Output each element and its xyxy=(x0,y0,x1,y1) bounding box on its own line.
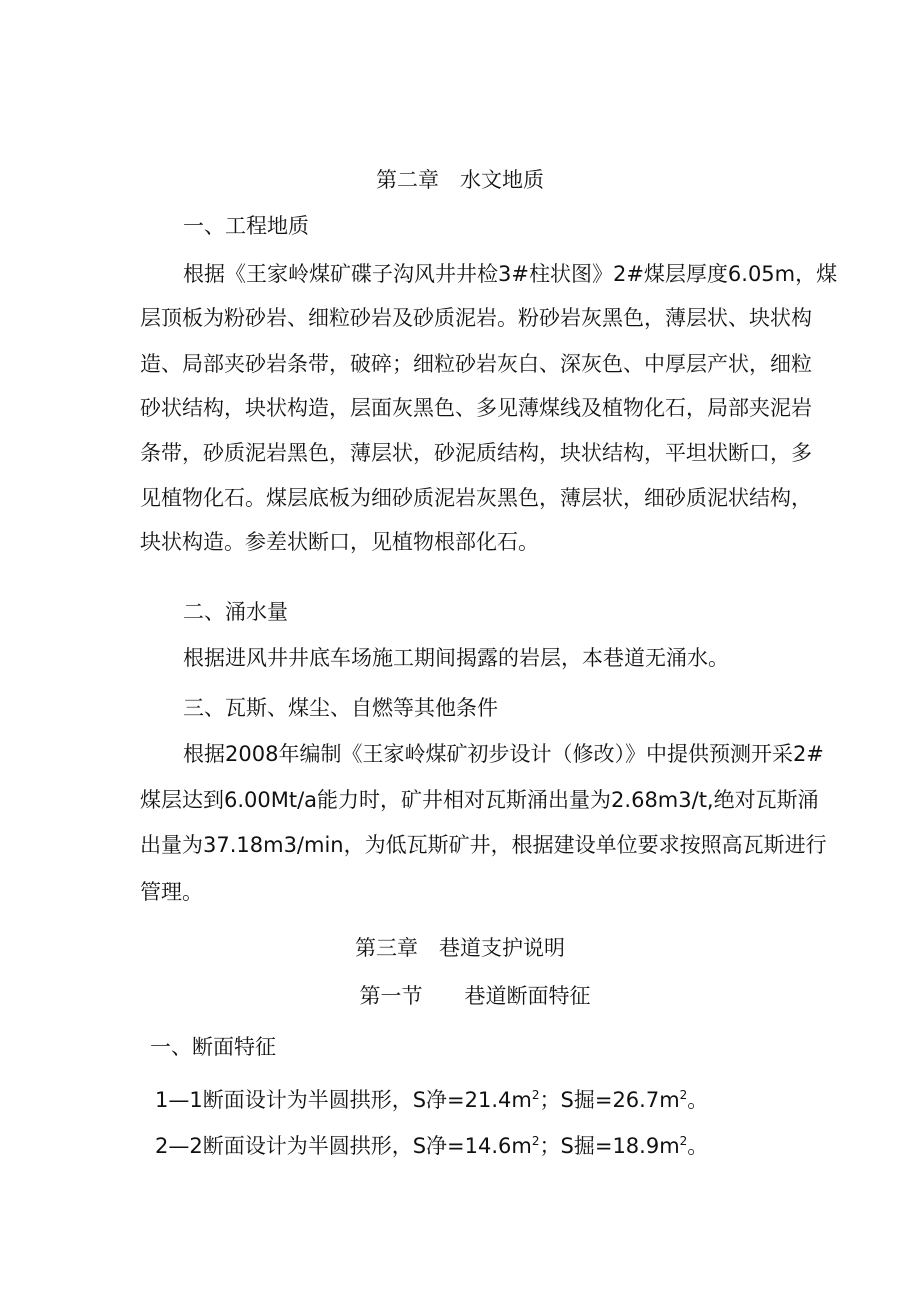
section-1-1-spec xyxy=(155,1080,708,1110)
spec-text: 2—2断面设计为半圆拱形，S净=14.6m xyxy=(155,1134,532,1158)
heading-water-inflow: 二、涌水量 xyxy=(183,600,288,624)
section-1-title: 第一节 巷道断面特征 xyxy=(359,984,591,1008)
text-line: 见植物化石。煤层底板为细砂质泥岩灰黑色，薄层状，细砂质泥状结构， xyxy=(140,486,812,510)
text-line: 出量为37.18m3/min，为低瓦斯矿井，根据建设单位要求按照高瓦斯进行 xyxy=(140,833,827,857)
paragraph-water-inflow: 根据进风井井底车场施工期间揭露的岩层，本巷道无涌水。 xyxy=(183,646,729,670)
chapter-3-title: 第三章 巷道支护说明 xyxy=(355,936,565,960)
text-line: 层顶板为粉砂岩、细粒砂岩及砂质泥岩。粉砂岩灰黑色，薄层状、块状构 xyxy=(140,306,812,330)
heading-engineering-geology: 一、工程地质 xyxy=(183,214,309,238)
superscript: 2 xyxy=(679,1088,688,1102)
text-line: 条带，砂质泥岩黑色，薄层状，砂泥质结构，块状结构，平坦状断口，多 xyxy=(140,441,812,465)
spec-text: 1—1断面设计为半圆拱形，S净=21.4m xyxy=(155,1088,532,1112)
spec-text: 。 xyxy=(687,1088,709,1112)
text-line: 造、局部夹砂岩条带，破碎；细粒砂岩灰白、深灰色、中厚层产状，细粒 xyxy=(140,352,812,376)
chapter-2-title: 第二章 水文地质 xyxy=(376,168,544,192)
spec-text: ；S掘=26.7m xyxy=(539,1088,680,1112)
spec-text: 。 xyxy=(687,1134,709,1158)
text-line: 根据2008年编制《王家岭煤矿初步设计（修改）》中提供预测开采2# xyxy=(183,742,824,766)
heading-gas-conditions: 三、瓦斯、煤尘、自燃等其他条件 xyxy=(183,696,498,720)
superscript: 2 xyxy=(531,1134,540,1148)
text-line: 根据《王家岭煤矿碟子沟风井井检3#柱状图》2#煤层厚度6.05m，煤 xyxy=(183,262,838,286)
text-line: 砂状结构，块状构造，层面灰黑色、多见薄煤线及植物化石，局部夹泥岩 xyxy=(140,396,812,420)
superscript: 2 xyxy=(679,1134,688,1148)
section-2-2-spec xyxy=(155,1126,708,1156)
text-line: 管理。 xyxy=(140,880,203,904)
superscript: 2 xyxy=(531,1088,540,1102)
heading-section-features: 一、断面特征 xyxy=(150,1035,276,1059)
text-line: 块状构造。参差状断口，见植物根部化石。 xyxy=(140,530,539,554)
spec-text: ；S掘=18.9m xyxy=(539,1134,680,1158)
text-line: 煤层达到6.00Mt/a能力时，矿井相对瓦斯涌出量为2.68m3/t,绝对瓦斯涌 xyxy=(140,788,819,812)
